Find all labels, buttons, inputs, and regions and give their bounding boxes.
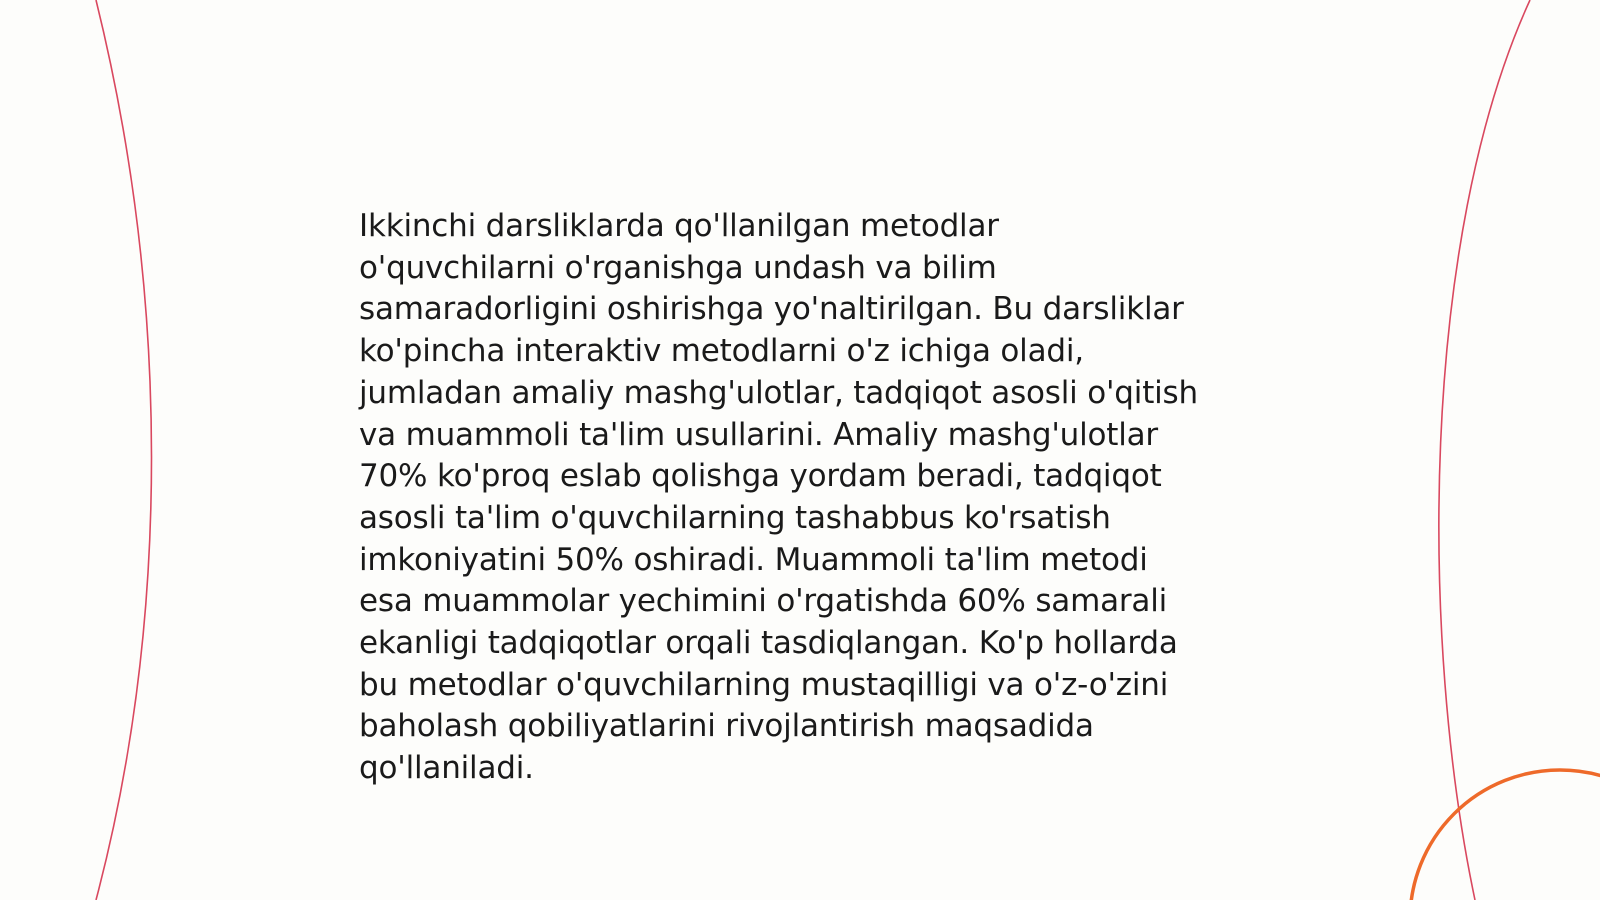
paragraph-line: o'quvchilarni o'rganishga undash va bilim (359, 249, 997, 286)
right-curve-decoration (1439, 0, 1530, 900)
left-curve-decoration (96, 0, 152, 900)
paragraph-line: esa muammolar yechimini o'rgatishda 60% samarali (359, 583, 1168, 620)
paragraph-line: bu metodlar o'quvchilarning mustaqilligi va o'z-o'zini (359, 666, 1169, 703)
paragraph-line: imkoniyatini 50% oshiradi. Muammoli ta'lim metodi (359, 541, 1148, 578)
paragraph-line: ko'pincha interaktiv metodlarni o'z ichiga oladi, (359, 333, 1084, 370)
paragraph-line: 70% ko'proq eslab qolishga yordam beradi, tadqiqot (359, 458, 1162, 495)
paragraph-line: ekanligi tadqiqotlar orqali tasdiqlangan. Ko'p hollarda (359, 625, 1178, 662)
paragraph-line: samaradorligini oshirishga yo'naltirilgan. Bu darsliklar (359, 291, 1184, 328)
paragraph-line: va muammoli ta'lim usullarini. Amaliy mashg'ulotlar (359, 416, 1158, 453)
paragraph-line: jumladan amaliy mashg'ulotlar, tadqiqot asosli o'qitish (359, 374, 1198, 411)
body-paragraph (359, 206, 1259, 790)
paragraph-line: Ikkinchi darsliklarda qo'llanilgan metodlar (359, 208, 999, 244)
paragraph-line: qo'llaniladi. (359, 750, 534, 787)
paragraph-line: baholash qobiliyatlarini rivojlantirish maqsadida (359, 708, 1094, 745)
paragraph-line: asosli ta'lim o'quvchilarning tashabbus ko'rsatish (359, 499, 1111, 536)
orange-circle-decoration (1410, 770, 1600, 900)
